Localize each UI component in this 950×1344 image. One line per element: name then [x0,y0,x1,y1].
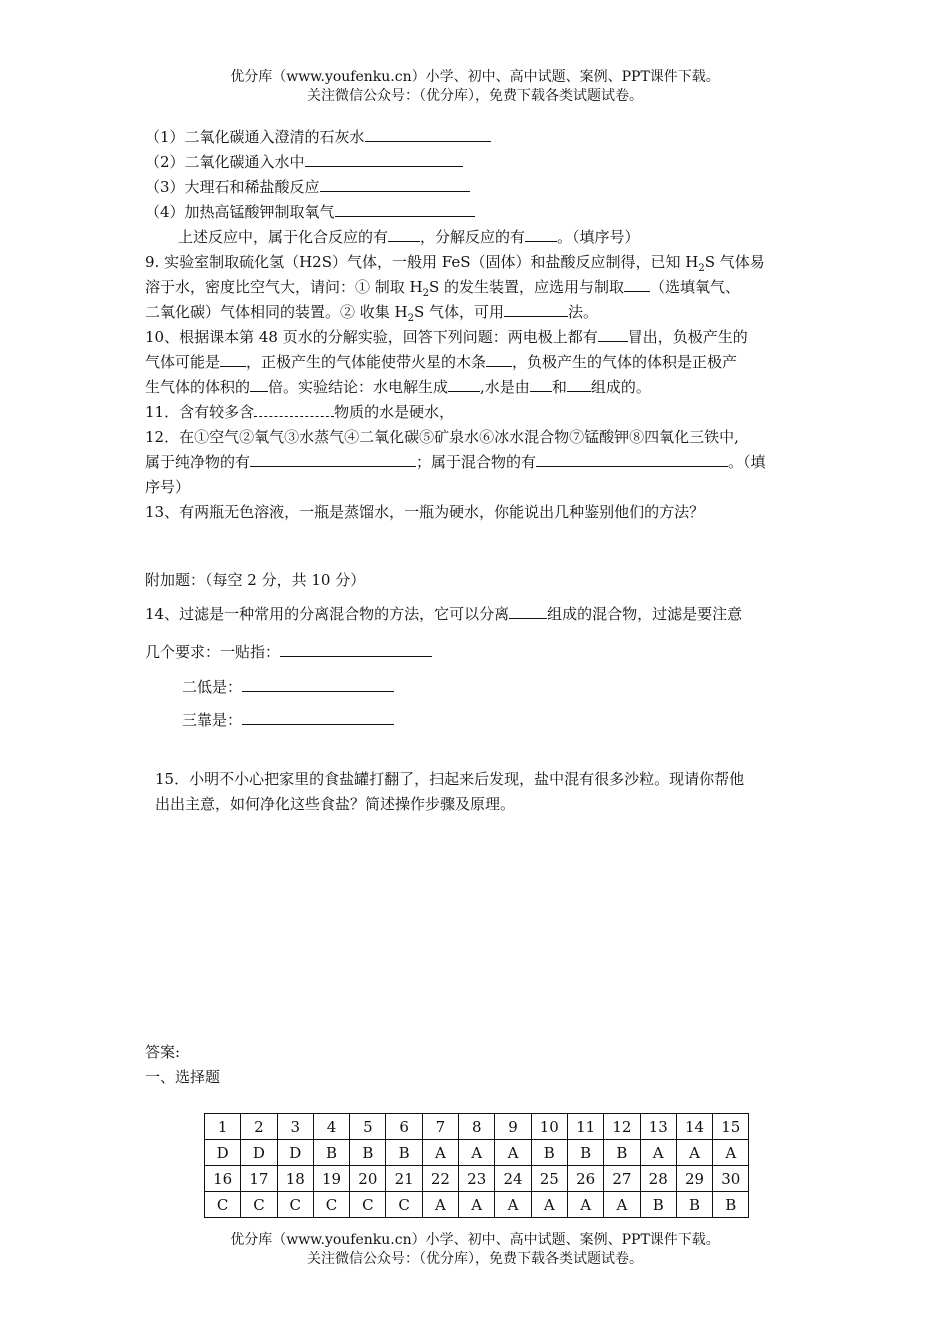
answer-blank[interactable] [242,710,394,725]
answer-blank[interactable] [250,452,416,467]
q8-item-2: （2）二氧化碳通入水中 [145,150,810,175]
answer-blank[interactable] [320,177,470,192]
answer-blank[interactable] [280,642,432,657]
answer-table-cell: C [205,1192,241,1218]
answer-table-cell: C [241,1192,277,1218]
answer-table-cell: A [640,1140,676,1166]
answer-table-cell: 15 [713,1114,749,1140]
page-header [0,68,950,106]
answer-table-cell: 16 [205,1166,241,1192]
answer-table-cell: 30 [713,1166,749,1192]
answer-table-cell: 4 [313,1114,349,1140]
answer-table-cell: B [350,1140,386,1166]
q11: 11．含有较多含 物质的水是硬水， [145,403,455,421]
answer-blank[interactable] [530,377,552,392]
answer-table-cell: A [531,1192,567,1218]
answer-table-cell: 9 [495,1114,531,1140]
bonus-title: 附加题：（每空 2 分，共 10 分） [145,571,366,589]
q15-line-2: 出出主意，如何净化这些食盐？简述操作步骤及原理。 [155,795,516,813]
answer-table-cell: 2 [241,1114,277,1140]
answer-blank[interactable] [220,352,246,367]
answer-blank[interactable] [254,402,334,417]
answers-section-title: 一、选择题 [145,1068,221,1086]
answer-blank[interactable] [242,677,394,692]
q9-line-3: 二氧化碳）气体相同的装置。② 收集 $H_2S$ 气体，可用 法。 [145,303,599,324]
answer-table-cell: A [459,1140,495,1166]
answer-blank[interactable] [624,277,650,292]
q13: 13、有两瓶无色溶液，一瓶是蒸馏水，一瓶为硬水，你能说出几种鉴别他们的方法？ [145,503,705,521]
answer-blank[interactable] [567,377,591,392]
answer-table-cell: B [604,1140,640,1166]
footer-line-2: 关注微信公众号：（优分库），免费下载各类试题试卷。 [307,1251,643,1267]
answer-table-cell: B [676,1192,712,1218]
page-footer [0,1231,950,1269]
answer-table-cell: 29 [676,1166,712,1192]
answer-table-cell: 13 [640,1114,676,1140]
answer-table-cell: 5 [350,1114,386,1140]
answer-table-cell: 6 [386,1114,422,1140]
answer-table-cell: A [422,1140,458,1166]
answer-table-cell: 23 [459,1166,495,1192]
footer-line-1: 优分库（www.youfenku.cn）小学、初中、高中试题、案例、PPT课件下载。 [230,1232,720,1248]
answer-table-cell: 28 [640,1166,676,1192]
answer-table-cell: B [640,1192,676,1218]
answer-table-cell: 26 [567,1166,603,1192]
answer-blank[interactable] [598,327,628,342]
q10-line-3: 生气体的体积的 倍。实验结论：水电解生成 ,水是由 和 组成的。 [145,378,651,396]
answer-blank[interactable] [504,302,568,317]
answers-title: 答案: [145,1043,181,1061]
answer-table-cell: 12 [604,1114,640,1140]
answer-blank[interactable] [335,202,475,217]
answer-table-cell: B [531,1140,567,1166]
answer-table [204,1113,749,1218]
answer-table-cell: 25 [531,1166,567,1192]
answer-table-cell: B [386,1140,422,1166]
answer-table-cell: 10 [531,1114,567,1140]
answer-table-cell: 24 [495,1166,531,1192]
answer-table-cell: 1 [205,1114,241,1140]
answer-table-cell: A [495,1140,531,1166]
answer-table-cell: C [277,1192,313,1218]
answer-table-cell: A [495,1192,531,1218]
answer-table-cell: 3 [277,1114,313,1140]
answer-table-cell: C [313,1192,349,1218]
answer-table-cell: A [713,1140,749,1166]
q8-summary: 上述反应中，属于化合反应的有 ，分解反应的有 。（填序号） [178,228,640,246]
answer-table-cell: 27 [604,1166,640,1192]
q12-line-1: 12．在①空气②氧气③水蒸气④二氧化碳⑤矿泉水⑥冰水混合物⑦锰酸钾⑧四氧化三铁中, [145,428,739,446]
answer-table-cell: 7 [422,1114,458,1140]
answer-table-cell: A [604,1192,640,1218]
answer-blank[interactable] [250,377,268,392]
answer-table-cell: C [386,1192,422,1218]
answer-table-cell: 18 [277,1166,313,1192]
answer-table-cell: A [567,1192,603,1218]
q10-line-1: 10、根据课本第 48 页水的分解实验，回答下列问题：两电极上都有 冒出，负极产生的 [145,328,748,346]
q10-line-2: 气体可能是 ，正极产生的气体能使带火星的木条 ，负极产生的气体的体积是正极产 [145,353,738,371]
answer-table-cell: 21 [386,1166,422,1192]
q9-line-2: 溶于水，密度比空气大，请问：① 制取 $H_2S$ 的发生装置，应选用与制取 （选填氧气、 [145,278,741,299]
header-line-1: 优分库（www.youfenku.cn）小学、初中、高中试题、案例、PPT课件下载。 [230,69,720,85]
answer-blank[interactable] [536,452,728,467]
answer-table-cell: A [459,1192,495,1218]
answer-blank[interactable] [509,604,547,619]
answer-blank[interactable] [388,227,420,242]
answer-table-cell: B [313,1140,349,1166]
answer-table-row [205,1140,749,1166]
q8-item-1: （1）二氧化碳通入澄清的石灰水 [145,125,810,150]
answer-table-cell: 14 [676,1114,712,1140]
answer-blank[interactable] [448,377,480,392]
header-line-2: 关注微信公众号：（优分库），免费下载各类试题试卷。 [307,88,643,104]
q15-line-1: 15．小明不小心把家里的食盐罐打翻了，扫起来后发现，盐中混有很多沙粒。现请你帮他 [155,770,745,788]
answer-table-cell: 19 [313,1166,349,1192]
q9-line-1: 9. 实验室制取硫化氢（H2S）气体，一般用 FeS（固体）和盐酸反应制得，已知 $H_2S$ 气体易 [145,253,765,274]
answer-blank[interactable] [525,227,557,242]
answer-table-cell: 22 [422,1166,458,1192]
q12-line-2: 属于纯净物的有 ；属于混合物的有 。（填 [145,453,766,471]
answer-blank[interactable] [486,352,512,367]
answer-table-row [205,1114,749,1140]
answer-table-row [205,1166,749,1192]
q14-line-1: 14、过滤是一种常用的分离混合物的方法，它可以分离 组成的混合物，过滤是要注意 [145,605,743,623]
q12-line-3: 序号） [145,478,191,496]
answer-table-cell: D [205,1140,241,1166]
answer-table-cell: A [422,1192,458,1218]
q14-line-2: 几个要求：一贴指： [145,640,810,665]
answer-table-cell: D [241,1140,277,1166]
answer-table-row [205,1192,749,1218]
answer-table-cell: A [676,1140,712,1166]
answer-table-cell: D [277,1140,313,1166]
answer-table-cell: 20 [350,1166,386,1192]
answer-table-cell: C [350,1192,386,1218]
q8-item-3: （3）大理石和稀盐酸反应 [145,175,810,200]
answer-table-cell: 17 [241,1166,277,1192]
answer-table-cell: 11 [567,1114,603,1140]
answer-table-cell: B [567,1140,603,1166]
q8-item-4: （4）加热高锰酸钾制取氧气 [145,200,810,225]
answer-blank[interactable] [305,152,463,167]
answer-blank[interactable] [365,127,491,142]
answer-table-cell: B [713,1192,749,1218]
q14-line-4: 三靠是： [182,708,847,733]
q14-line-3: 二低是： [182,675,847,700]
answer-table-cell: 8 [459,1114,495,1140]
